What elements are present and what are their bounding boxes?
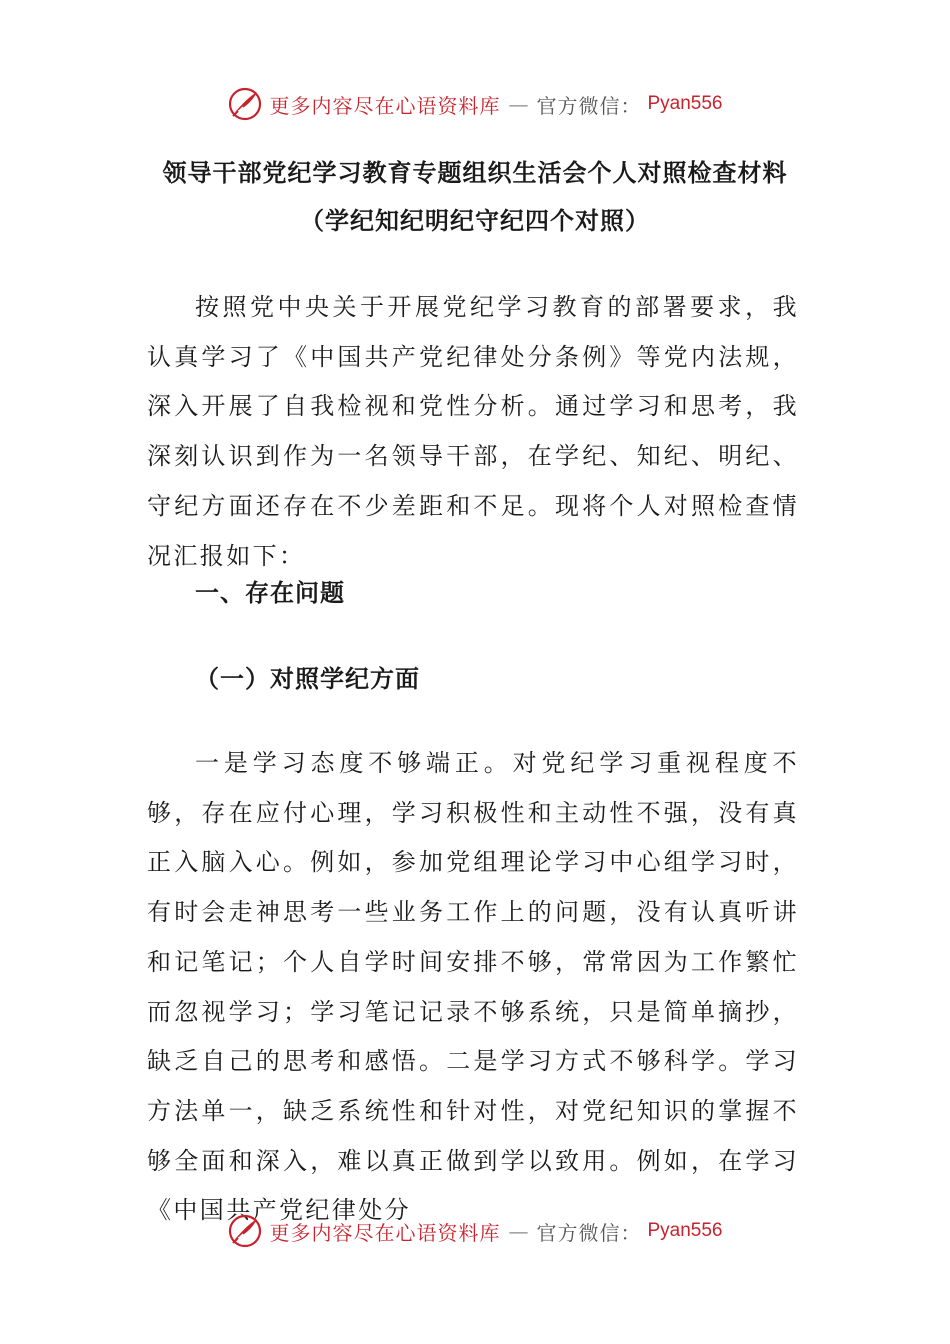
banner-separator: —	[508, 1219, 529, 1243]
document-subtitle: （学纪知纪明纪守纪四个对照）	[300, 206, 650, 235]
document-title: 领导干部党纪学习教育专题组织生活会个人对照检查材料	[162, 158, 788, 187]
section-heading: 一、存在问题	[195, 578, 345, 607]
footer-banner	[0, 1211, 950, 1251]
subsection-heading: （一）对照学纪方面	[195, 664, 420, 693]
wechat-label: 官方微信：	[536, 93, 642, 118]
quill-pen-logo-icon	[227, 86, 263, 122]
wechat-id: Pyan556	[647, 1220, 723, 1241]
wechat-label: 官方微信：	[536, 1220, 642, 1245]
body-paragraph: 一是学习态度不够端正。对党纪学习重视程度不够，存在应付心理，学习积极性和主动性不强，没有真正入脑入心。例如，参加党组理论学习中心组学习时，有时会走神思考一些业务工作上的问题，没有认真听讲和记笔记；个人自学时间安排不够，常常因为工作繁忙而忽视学习；学习笔记记录不够系统，只是简单摘抄，缺乏自己的思考和感悟。二是学习方式不够科学。学习方法单一，缺乏系统性和针对性，对党纪知识的掌握不够全面和深入，难以真正做到学以致用。例如，在学习《中国共产党纪律处分	[147, 749, 799, 1225]
site-name: 更多内容尽在心语资料库	[269, 1220, 501, 1245]
banner-separator: —	[508, 92, 529, 116]
wechat-id: Pyan556	[647, 93, 723, 114]
quill-pen-logo-icon	[227, 1213, 263, 1249]
site-name: 更多内容尽在心语资料库	[269, 93, 501, 118]
header-banner	[0, 84, 950, 124]
intro-paragraph: 按照党中央关于开展党纪学习教育的部署要求，我认真学习了《中国共产党纪律处分条例》等党内法规，深入开展了自我检视和党性分析。通过学习和思考，我深刻认识到作为一名领导干部，在学纪、知纪、明纪、守纪方面还存在不少差距和不足。现将个人对照检查情况汇报如下：	[147, 293, 799, 570]
